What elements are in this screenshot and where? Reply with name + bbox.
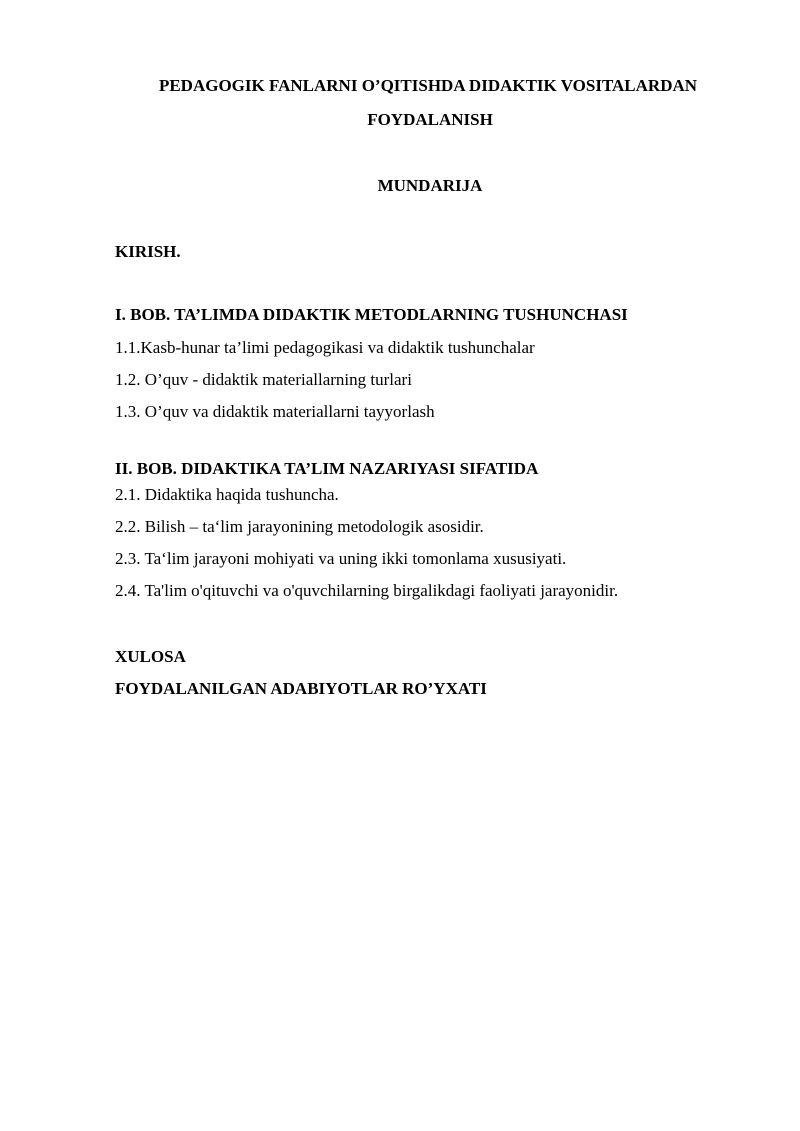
toc-entry-intro: KIRISH. [115, 242, 181, 261]
toc-entry-2-1: 2.1. Didaktika haqida tushuncha. [115, 485, 339, 504]
toc-entry-2-2: 2.2. Bilish – ta‘lim jarayonining metodologik asosidir. [115, 517, 484, 536]
toc-chapter-1-heading: I. BOB. TA’LIMDA DIDAKTIK METODLARNING TUSHUNCHASI [115, 305, 628, 324]
toc-entry-2-3: 2.3. Ta‘lim jarayoni mohiyati va uning ikki tomonlama xususiyati. [115, 549, 567, 568]
toc-chapter-2-heading: II. BOB. DIDAKTIKA TA’LIM NAZARIYASI SIFATIDA [115, 459, 539, 478]
toc-entry-conclusion: XULOSA [115, 647, 186, 666]
toc-entry-1-3: 1.3. O’quv va didaktik materiallarni tayyorlash [115, 402, 435, 421]
toc-entry-2-4: 2.4. Ta'lim o'qituvchi va o'quvchilarning birgalikdagi faoliyati jarayonidir. [115, 581, 619, 600]
toc-entry-references: FOYDALANILGAN ADABIYOTLAR RO’YXATI [115, 679, 487, 698]
toc-entry-1-2: 1.2. O’quv - didaktik materiallarning turlari [115, 370, 412, 389]
toc-heading: MUNDARIJA [377, 176, 483, 195]
document-title-line-1: PEDAGOGIK FANLARNI O’QITISHDA DIDAKTIK VOSITALARDAN [158, 76, 698, 95]
document-title-line-2: FOYDALANISH [367, 110, 493, 129]
toc-entry-1-1: 1.1.Kasb-hunar ta’limi pedagogikasi va didaktik tushunchalar [115, 338, 535, 357]
